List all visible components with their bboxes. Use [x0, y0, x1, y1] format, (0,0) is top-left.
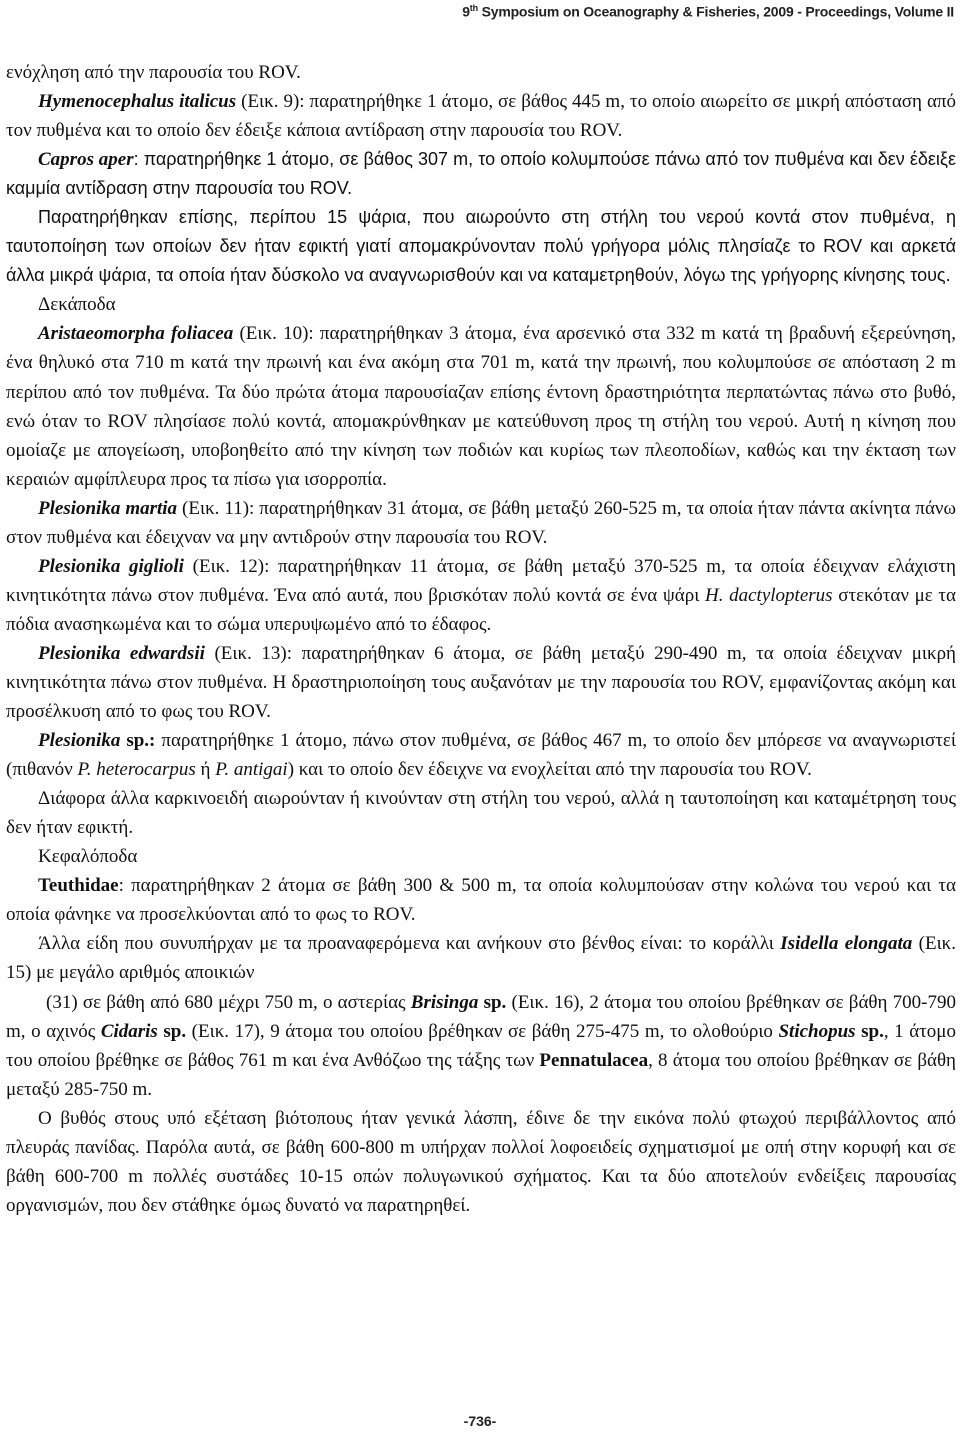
paragraph-aristaeomorpha [6, 319, 956, 493]
running-header [462, 3, 954, 20]
text-run: (Εικ. 13): παρατηρήθηκαν 6 άτομα, σε βάθη μεταξύ 290-490 m, τα οποία έδειχναν μικρή κινητικότητα πάνω στον πυθμένα. Η δραστηριοποίηση τους αυξανόταν με την παρουσία του ROV, εμφανίζοντας ακόμη και προσέλκυση από το φως του ROV. [6, 642, 956, 723]
text-run-b: sp. [478, 991, 507, 1013]
paragraph-unidentified-fish [6, 203, 956, 290]
paragraph-plesionika-edwardsii [6, 639, 956, 726]
text-run: (Εικ. 10): παρατηρήθηκαν 3 άτομα, ένα αρσενικό στα 332 m κατά τη βραδυνή εξερεύνηση, ένα θηλυκό στα 710 m κατά την πρωινή και ένα ακόμη στα 701 m, κατά την πρωινή, που κολυμπούσε σε απόσταση 2 m περίπου από τον πυθμένα. Τα δύο πρώτα άτομα παρουσίαζαν επίσης έντονη δραστηριότητα περπατώντας πάνω στο βυθό, ενώ όταν το ROV πλησίασε πολύ κοντά, απομακρύνθηκαν με κατεύθυνση προς τη στήλη του νερού. Αυτή η κίνηση που ομοίαζε με απογείωση, υποβοηθείτο από την κίνηση των ποδιών και κυρίως των πλεοποδίων, καθώς και την έκταση των κεραιών αμφίπλευρα προς τα πίσω για ισορροπία. [6, 323, 956, 490]
text-run: Διάφορα άλλα καρκινοειδή αιωρούνταν ή κινούνταν στη στήλη του νερού, αλλά η ταυτοποίηση και καταμέτρηση τους δεν ήταν εφικτή. [6, 788, 956, 839]
text-run: στεκόταν με τα πόδια ανασηκωμένα και το σώμα υπερυψωμένο από το έδαφος. [6, 584, 956, 635]
text-run: ) και το οποίο δεν έδειχνε να ενοχλείται από την παρουσία του ROV. [287, 759, 812, 781]
text-run-b: sp. [855, 1020, 884, 1042]
text-run: : παρατηρήθηκαν 2 άτομα σε βάθη 300 & 500 m, τα οποία κολυμπούσαν στην κολώνα του νερού και τα οποία φάνηκε να προσελκύονται από το φως το ROV. [6, 875, 956, 926]
text-run-bi: Plesionika [38, 730, 121, 752]
text-run: Δεκάποδα [38, 294, 116, 316]
text-run: (Εικ. 15) με μεγάλο αριθμός αποικιών [6, 933, 956, 984]
text-run-b: sp. [157, 1020, 187, 1042]
paragraph-hymenocephalus [6, 87, 956, 145]
text-run-bi: Isidella elongata [780, 933, 913, 955]
section-heading-decapoda [6, 290, 956, 319]
text-run: , 1 άτομο του οποίου βρέθηκε σε βάθος 761 m και ένα Ανθόζωο της τάξης των [6, 1020, 956, 1071]
text-run-sans: : παρατηρήθηκε 1 άτομο, σε βάθος 307 m, το οποίο κολυμπούσε πάνω από τον πυθμένα και δεν έδειξε καμμία αντίδραση στην παρουσία του ROV. [6, 149, 956, 199]
text-run: Άλλα είδη που συνυπήρχαν με τα προαναφερόμενα και ανήκουν στο βένθος είναι: το κοράλλι [38, 933, 781, 955]
text-run-i: P. antigai [215, 759, 288, 781]
text-run-bi: Stichopus [778, 1020, 856, 1042]
text-run-b: sp.: [120, 730, 156, 752]
paragraph-continuation [6, 58, 956, 87]
header-title: Symposium on Oceanography & Fisheries, 2009 - Proceedings, Volume II [477, 3, 954, 20]
text-run: Κεφαλόποδα [38, 846, 138, 868]
paragraph-plesionika-giglioli [6, 552, 956, 639]
text-run-bi: Plesionika edwardsii [38, 642, 205, 664]
paragraph-benthic-continued [6, 988, 956, 1104]
text-run-i: P. heterocarpus [77, 759, 196, 781]
text-run-b: Teuthidae [38, 875, 119, 897]
text-run-bi: Plesionika martia [38, 497, 178, 519]
text-run-bi: Aristaeomorpha foliacea [38, 323, 234, 345]
text-run-bi: Capros aper [38, 149, 134, 171]
paragraph-other-crustaceans [6, 784, 956, 842]
paragraph-teuthidae [6, 871, 956, 929]
text-run-bi: Brisinga [410, 991, 479, 1013]
section-heading-cephalopoda [6, 842, 956, 871]
paragraph-plesionika-sp [6, 726, 956, 784]
text-run: Ο βυθός στους υπό εξέταση βιότοπους ήταν γενικά λάσπη, έδινε δε την εικόνα πολύ φτωχού περιβάλλοντος από πλευράς πανίδας. Παρόλα αυτά, σε βάθη 600-800 m υπήρχαν πολλοί λοφοειδείς σχηματισμοί με οπή στην κορυφή και σε βάθη 600-700 m πολλές συστάδες 10-15 οπών πολυγωνικού σχήματος. Και τα δύο αποτελούν ενδείξεις παρουσίας οργανισμών, που δεν στάθηκε όμως δυνατό να παρατηρηθεί. [6, 1107, 956, 1216]
paragraph-capros [6, 145, 956, 203]
text-run-i: H. dactylopterus [704, 584, 833, 606]
text-run-bi: Plesionika giglioli [38, 555, 184, 577]
text-run: , 8 άτομα του οποίου βρέθηκαν σε βάθη μεταξύ 285-750 m. [6, 1049, 956, 1100]
text-run: ή [195, 759, 216, 781]
header-edition-suffix: th [469, 3, 478, 13]
text-run-sans: Παρατηρήθηκαν επίσης, περίπου 15 ψάρια, που αιωρούντο στη στήλη του νερού κοντά στον πυθμένα, η ταυτοποίηση των οποίων δεν ήταν εφικτή γιατί απομακρύνονταν πολύ γρήγορα μόλις πλησίαζε το ROV και αρκετά άλλα μικρά ψάρια, τα οποία ήταν δύσκολο να αναγνωρισθούν και να καταμετρηθούν, λόγω της γρήγορης κίνησης τους. [6, 207, 956, 286]
page-number: -736- [463, 1413, 497, 1429]
header-edition-number: 9 [462, 3, 470, 20]
paragraph-seabed-description [6, 1104, 956, 1220]
paragraph-plesionika-martia [6, 494, 956, 552]
text-run-bi: Hymenocephalus italicus [38, 91, 237, 113]
text-run: (31) σε βάθη από 680 μέχρι 750 m, ο αστερίας [46, 991, 411, 1013]
text-run-b: Pennatulacea [539, 1049, 649, 1071]
text-run: παρατηρήθηκε 1 άτομο, πάνω στον πυθμένα, σε βάθος 467 m, το οποίο δεν μπόρεσε να αναγνωριστεί (πιθανόν [6, 730, 956, 781]
text-run: (Εικ. 16), 2 άτομα του οποίου βρέθηκαν σε βάθη 700-790 m, ο αχινός [6, 991, 957, 1042]
text-run: (Εικ. 9): παρατηρήθηκε 1 άτομο, σε βάθος 445 m, το οποίο αιωρείτο σε μικρή απόσταση από τον πυθμένα και το οποίο δεν έδειξε κάποια αντίδραση στην παρουσία του ROV. [6, 91, 956, 142]
text-run: (Εικ. 11): παρατηρήθηκαν 31 άτομα, σε βάθη μεταξύ 260-525 m, τα οποία ήταν πάντα ακίνητα πάνω στον πυθμένα και έδειχναν να μην αντιδρούν στην παρουσία του ROV. [6, 497, 956, 548]
text-run-bi: Cidaris [100, 1020, 158, 1042]
paragraph-other-benthic-species [6, 929, 956, 987]
text-run: ενόχληση από την παρουσία του ROV. [6, 62, 301, 83]
text-run: (Εικ. 12): παρατηρήθηκαν 11 άτομα, σε βάθη μεταξύ 370-525 m, τα οποία έδειχναν ελάχιστη κινητικότητα πάνω στον πυθμένα. Ένα από αυτά, που βρισκόταν πολύ κοντά σε ένα ψάρι [6, 555, 956, 606]
article-body [6, 58, 956, 1220]
text-run: (Εικ. 17), 9 άτομα του οποίου βρέθηκαν σε βάθη 275-475 m, το ολοθούριο [186, 1020, 779, 1042]
